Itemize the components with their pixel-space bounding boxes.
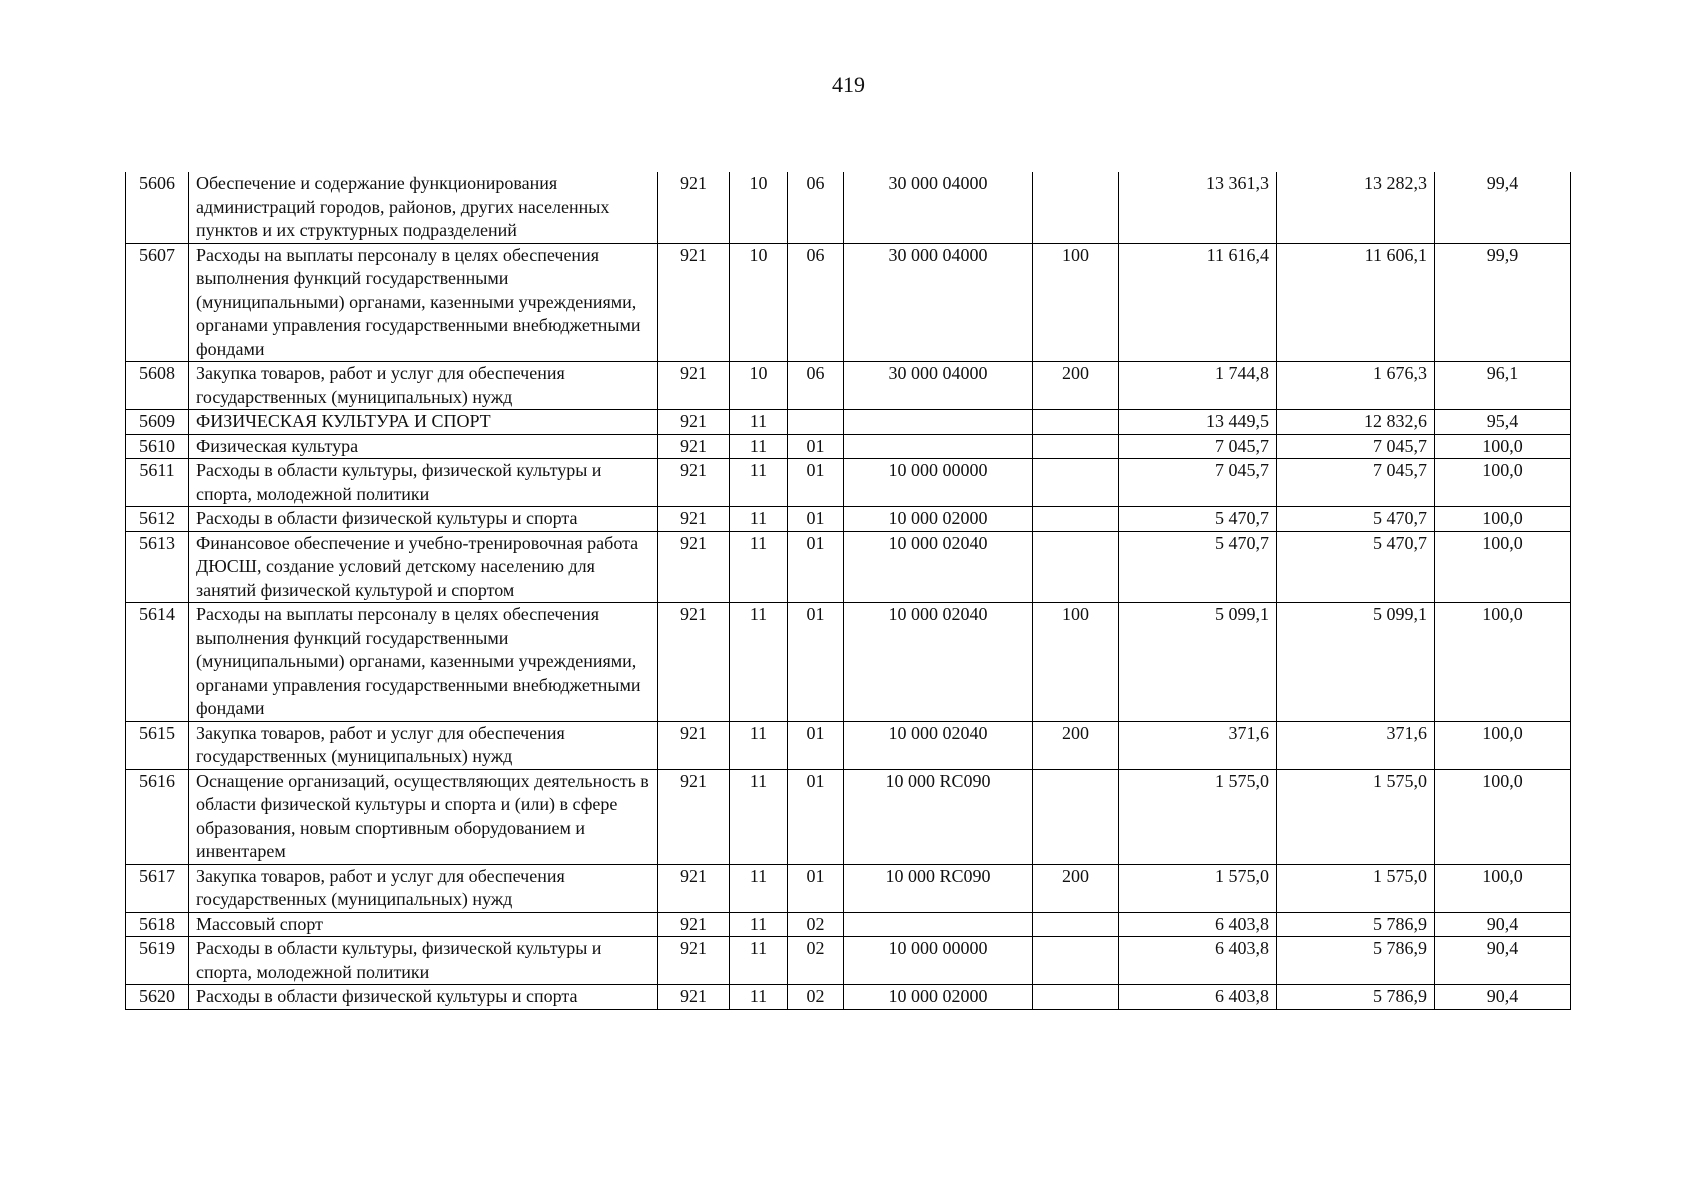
row-number-cell: 5615 — [126, 721, 189, 769]
executed-amount-cell: 371,6 — [1277, 721, 1435, 769]
item-name-cell: Расходы в области физической культуры и спорта — [189, 507, 658, 532]
subsection-code-cell: 01 — [788, 769, 844, 864]
section-code-cell: 11 — [730, 434, 788, 459]
target-article-cell: 10 000 02000 — [844, 985, 1033, 1010]
target-article-cell: 10 000 RC090 — [844, 864, 1033, 912]
subsection-code-cell: 01 — [788, 864, 844, 912]
section-code-cell: 10 — [730, 243, 788, 362]
section-code-cell: 11 — [730, 912, 788, 937]
planned-amount-cell: 7 045,7 — [1119, 434, 1277, 459]
item-name-cell: ФИЗИЧЕСКАЯ КУЛЬТУРА И СПОРТ — [189, 410, 658, 435]
expense-type-cell: 200 — [1033, 864, 1119, 912]
target-article-cell: 10 000 02000 — [844, 507, 1033, 532]
planned-amount-cell: 1 575,0 — [1119, 769, 1277, 864]
executed-amount-cell: 12 832,6 — [1277, 410, 1435, 435]
execution-percent-cell: 100,0 — [1435, 434, 1571, 459]
table-body — [126, 172, 1571, 1009]
expense-type-cell — [1033, 912, 1119, 937]
target-article-cell: 10 000 00000 — [844, 459, 1033, 507]
table-row — [126, 172, 1571, 243]
execution-percent-cell: 95,4 — [1435, 410, 1571, 435]
executed-amount-cell: 1 575,0 — [1277, 864, 1435, 912]
grbs-code-cell: 921 — [658, 912, 730, 937]
row-number-cell: 5608 — [126, 362, 189, 410]
execution-percent-cell: 100,0 — [1435, 769, 1571, 864]
subsection-code-cell: 06 — [788, 243, 844, 362]
item-name-cell: Физическая культура — [189, 434, 658, 459]
target-article-cell: 10 000 RC090 — [844, 769, 1033, 864]
item-name-cell: Оснащение организаций, осуществляющих деятельность в области физической культуры и спорта и (или) в сфере образования, новым спортивным оборудованием и инвентарем — [189, 769, 658, 864]
section-code-cell: 11 — [730, 531, 788, 603]
grbs-code-cell: 921 — [658, 721, 730, 769]
row-number-cell: 5610 — [126, 434, 189, 459]
planned-amount-cell: 13 361,3 — [1119, 172, 1277, 243]
section-code-cell: 11 — [730, 769, 788, 864]
target-article-cell — [844, 912, 1033, 937]
table-row — [126, 769, 1571, 864]
item-name-cell: Расходы в области культуры, физической культуры и спорта, молодежной политики — [189, 459, 658, 507]
target-article-cell: 10 000 02040 — [844, 721, 1033, 769]
grbs-code-cell: 921 — [658, 172, 730, 243]
grbs-code-cell: 921 — [658, 985, 730, 1010]
item-name-cell: Финансовое обеспечение и учебно-тренировочная работа ДЮСШ, создание условий детскому населению для занятий физической культурой и спортом — [189, 531, 658, 603]
target-article-cell: 30 000 04000 — [844, 172, 1033, 243]
section-code-cell: 11 — [730, 603, 788, 722]
section-code-cell: 11 — [730, 937, 788, 985]
table-row — [126, 507, 1571, 532]
table-row — [126, 937, 1571, 985]
expense-type-cell — [1033, 507, 1119, 532]
subsection-code-cell: 02 — [788, 937, 844, 985]
executed-amount-cell: 5 470,7 — [1277, 531, 1435, 603]
expense-type-cell — [1033, 410, 1119, 435]
section-code-cell: 11 — [730, 864, 788, 912]
row-number-cell: 5612 — [126, 507, 189, 532]
execution-percent-cell: 100,0 — [1435, 603, 1571, 722]
table-row — [126, 864, 1571, 912]
execution-percent-cell: 90,4 — [1435, 912, 1571, 937]
grbs-code-cell: 921 — [658, 434, 730, 459]
target-article-cell — [844, 410, 1033, 435]
subsection-code-cell: 02 — [788, 985, 844, 1010]
subsection-code-cell: 01 — [788, 434, 844, 459]
row-number-cell: 5619 — [126, 937, 189, 985]
grbs-code-cell: 921 — [658, 507, 730, 532]
target-article-cell: 10 000 02040 — [844, 531, 1033, 603]
item-name-cell: Расходы на выплаты персоналу в целях обеспечения выполнения функций государственными (муниципальными) органами, казенными учреждениями, органами управления государственными внебюджетными фондами — [189, 243, 658, 362]
planned-amount-cell: 13 449,5 — [1119, 410, 1277, 435]
table-row — [126, 985, 1571, 1010]
section-code-cell: 11 — [730, 985, 788, 1010]
subsection-code-cell: 01 — [788, 459, 844, 507]
grbs-code-cell: 921 — [658, 410, 730, 435]
table-row — [126, 410, 1571, 435]
executed-amount-cell: 13 282,3 — [1277, 172, 1435, 243]
item-name-cell: Расходы в области культуры, физической культуры и спорта, молодежной политики — [189, 937, 658, 985]
item-name-cell: Закупка товаров, работ и услуг для обеспечения государственных (муниципальных) нужд — [189, 864, 658, 912]
execution-percent-cell: 100,0 — [1435, 721, 1571, 769]
subsection-code-cell: 06 — [788, 362, 844, 410]
row-number-cell: 5617 — [126, 864, 189, 912]
section-code-cell: 11 — [730, 507, 788, 532]
section-code-cell: 11 — [730, 459, 788, 507]
executed-amount-cell: 5 786,9 — [1277, 985, 1435, 1010]
target-article-cell: 30 000 04000 — [844, 243, 1033, 362]
planned-amount-cell: 5 470,7 — [1119, 507, 1277, 532]
row-number-cell: 5606 — [126, 172, 189, 243]
expense-type-cell — [1033, 434, 1119, 459]
grbs-code-cell: 921 — [658, 243, 730, 362]
planned-amount-cell: 7 045,7 — [1119, 459, 1277, 507]
grbs-code-cell: 921 — [658, 362, 730, 410]
grbs-code-cell: 921 — [658, 459, 730, 507]
expense-type-cell — [1033, 459, 1119, 507]
grbs-code-cell: 921 — [658, 531, 730, 603]
execution-percent-cell: 100,0 — [1435, 531, 1571, 603]
planned-amount-cell: 6 403,8 — [1119, 985, 1277, 1010]
planned-amount-cell: 1 744,8 — [1119, 362, 1277, 410]
planned-amount-cell: 6 403,8 — [1119, 937, 1277, 985]
expense-type-cell — [1033, 937, 1119, 985]
row-number-cell: 5609 — [126, 410, 189, 435]
table-row — [126, 721, 1571, 769]
expense-type-cell: 100 — [1033, 603, 1119, 722]
row-number-cell: 5614 — [126, 603, 189, 722]
expense-type-cell: 200 — [1033, 721, 1119, 769]
table-row — [126, 362, 1571, 410]
planned-amount-cell: 11 616,4 — [1119, 243, 1277, 362]
budget-table — [125, 172, 1571, 1010]
expense-type-cell — [1033, 531, 1119, 603]
executed-amount-cell: 7 045,7 — [1277, 459, 1435, 507]
execution-percent-cell: 99,4 — [1435, 172, 1571, 243]
grbs-code-cell: 921 — [658, 603, 730, 722]
section-code-cell: 11 — [730, 410, 788, 435]
executed-amount-cell: 1 575,0 — [1277, 769, 1435, 864]
expense-type-cell — [1033, 985, 1119, 1010]
planned-amount-cell: 6 403,8 — [1119, 912, 1277, 937]
subsection-code-cell: 06 — [788, 172, 844, 243]
table-row — [126, 434, 1571, 459]
row-number-cell: 5618 — [126, 912, 189, 937]
table-row — [126, 603, 1571, 722]
item-name-cell: Обеспечение и содержание функционирования администраций городов, районов, других населенных пунктов и их структурных подразделений — [189, 172, 658, 243]
target-article-cell: 10 000 02040 — [844, 603, 1033, 722]
execution-percent-cell: 100,0 — [1435, 459, 1571, 507]
subsection-code-cell: 01 — [788, 721, 844, 769]
table-row — [126, 243, 1571, 362]
subsection-code-cell: 02 — [788, 912, 844, 937]
grbs-code-cell: 921 — [658, 937, 730, 985]
planned-amount-cell: 5 470,7 — [1119, 531, 1277, 603]
executed-amount-cell: 7 045,7 — [1277, 434, 1435, 459]
execution-percent-cell: 90,4 — [1435, 937, 1571, 985]
executed-amount-cell: 1 676,3 — [1277, 362, 1435, 410]
executed-amount-cell: 5 470,7 — [1277, 507, 1435, 532]
target-article-cell — [844, 434, 1033, 459]
row-number-cell: 5607 — [126, 243, 189, 362]
section-code-cell: 11 — [730, 721, 788, 769]
row-number-cell: 5613 — [126, 531, 189, 603]
execution-percent-cell: 99,9 — [1435, 243, 1571, 362]
subsection-code-cell: 01 — [788, 603, 844, 722]
row-number-cell: 5616 — [126, 769, 189, 864]
grbs-code-cell: 921 — [658, 864, 730, 912]
item-name-cell: Закупка товаров, работ и услуг для обеспечения государственных (муниципальных) нужд — [189, 362, 658, 410]
section-code-cell: 10 — [730, 362, 788, 410]
target-article-cell: 30 000 04000 — [844, 362, 1033, 410]
table-row — [126, 459, 1571, 507]
execution-percent-cell: 96,1 — [1435, 362, 1571, 410]
grbs-code-cell: 921 — [658, 769, 730, 864]
row-number-cell: 5611 — [126, 459, 189, 507]
page-number: 419 — [832, 72, 865, 97]
subsection-code-cell — [788, 410, 844, 435]
expense-type-cell — [1033, 172, 1119, 243]
table-row — [126, 531, 1571, 603]
planned-amount-cell: 5 099,1 — [1119, 603, 1277, 722]
execution-percent-cell: 90,4 — [1435, 985, 1571, 1010]
planned-amount-cell: 371,6 — [1119, 721, 1277, 769]
executed-amount-cell: 5 786,9 — [1277, 912, 1435, 937]
execution-percent-cell: 100,0 — [1435, 864, 1571, 912]
item-name-cell: Закупка товаров, работ и услуг для обеспечения государственных (муниципальных) нужд — [189, 721, 658, 769]
subsection-code-cell: 01 — [788, 531, 844, 603]
expense-type-cell: 100 — [1033, 243, 1119, 362]
item-name-cell: Расходы в области физической культуры и спорта — [189, 985, 658, 1010]
section-code-cell: 10 — [730, 172, 788, 243]
executed-amount-cell: 5 099,1 — [1277, 603, 1435, 722]
subsection-code-cell: 01 — [788, 507, 844, 532]
row-number-cell: 5620 — [126, 985, 189, 1010]
table-row — [126, 912, 1571, 937]
item-name-cell: Расходы на выплаты персоналу в целях обеспечения выполнения функций государственными (муниципальными) органами, казенными учреждениями, органами управления государственными внебюджетными фондами — [189, 603, 658, 722]
executed-amount-cell: 5 786,9 — [1277, 937, 1435, 985]
execution-percent-cell: 100,0 — [1435, 507, 1571, 532]
expense-type-cell: 200 — [1033, 362, 1119, 410]
item-name-cell: Массовый спорт — [189, 912, 658, 937]
executed-amount-cell: 11 606,1 — [1277, 243, 1435, 362]
expense-type-cell — [1033, 769, 1119, 864]
target-article-cell: 10 000 00000 — [844, 937, 1033, 985]
planned-amount-cell: 1 575,0 — [1119, 864, 1277, 912]
